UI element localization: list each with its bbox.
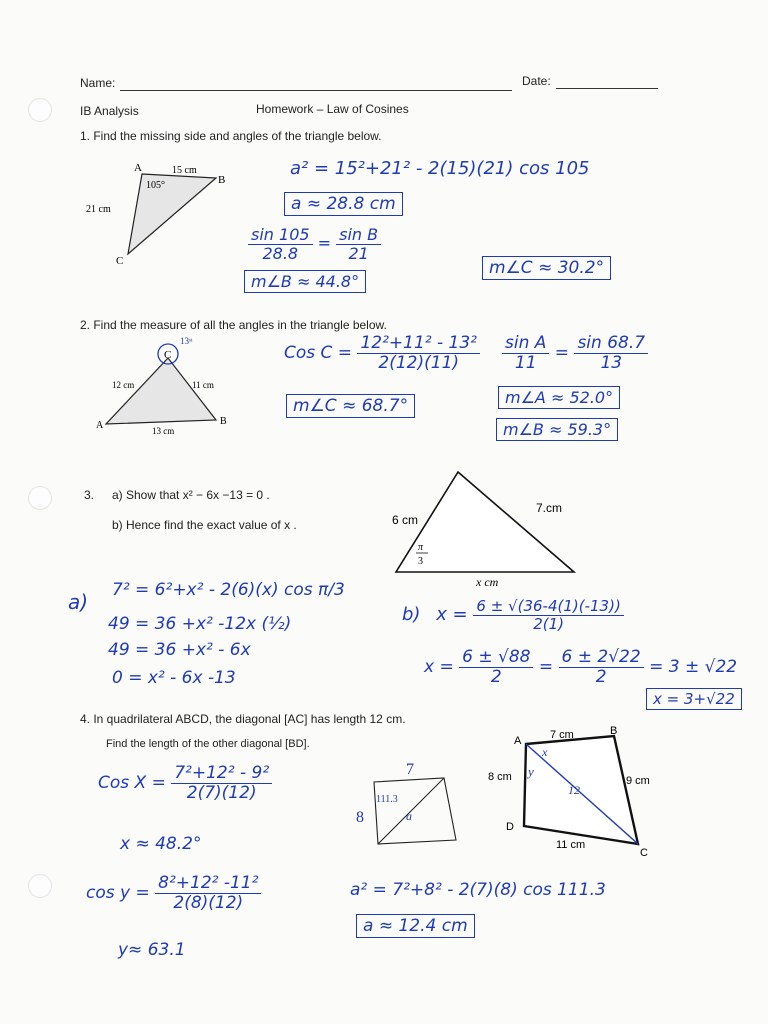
q2-cos-den: 2(12)(11) — [378, 352, 460, 373]
q3-simplify-den1: 2 — [490, 666, 502, 687]
q4-sketch-triangle — [352, 760, 472, 856]
name-label: Name: — [80, 76, 116, 90]
q4-cosy-num: 8²+12² -11² — [155, 874, 261, 894]
q3-quadratic-formula — [402, 598, 624, 632]
q3-simplify-lhs: x = — [424, 657, 454, 678]
q1-triangle-figure — [82, 158, 242, 268]
q4-sketch-diag: a — [406, 809, 412, 823]
q3-triangle-figure — [388, 466, 588, 590]
q4-quadrilateral-figure — [480, 722, 670, 862]
q3-work-a-line4: 0 = x² - 6x -13 — [112, 668, 236, 688]
q2-label-b: B — [220, 416, 227, 427]
date-label: Date: — [522, 74, 551, 88]
q4-cosy-den: 2(8)(12) — [173, 892, 244, 913]
q3-number: 3. — [84, 488, 95, 502]
q4-label-d: D — [506, 821, 514, 833]
q4-label-a: A — [514, 735, 522, 747]
name-line — [120, 90, 512, 91]
q4-a-line: a² = 7²+8² - 2(7)(8) cos 111.3 — [350, 880, 606, 900]
q3-work-a-line2: 49 = 36 +x² -12x (½) — [108, 614, 292, 634]
binder-hole-top — [28, 98, 52, 122]
q2-note: 13ˢᵗ — [180, 336, 193, 346]
q1-ratio-num1: sin 105 — [248, 226, 313, 245]
q1-sine-ratio: $\frac{\sin 105}{28.8}$ = $\frac{\text{sin B}}{21}$ — [248, 226, 381, 262]
q1-triangle — [128, 174, 216, 254]
q1-label-b: B — [218, 174, 226, 186]
q4-y-answer: y≈ 63.1 — [118, 940, 186, 960]
q4-cos-x — [98, 764, 272, 802]
q4-prompt: 4. In quadrilateral ABCD, the diagonal [AC] has length 12 cm. — [80, 712, 406, 726]
q1-label-a: A — [134, 162, 142, 174]
q2-side-ab: 13 cm — [152, 426, 175, 436]
q4-cosx-lhs: Cos X = — [98, 773, 166, 794]
q2-prompt: 2. Find the measure of all the angles in the triangle below. — [80, 318, 387, 332]
date-line — [556, 88, 658, 89]
q1-answer-side-a: a ≈ 28.8 cm — [284, 192, 403, 216]
q2-triangle-figure — [92, 334, 242, 438]
q3-side-bottom: x cm — [476, 575, 499, 589]
q2-answer-angle-a: m∠A ≈ 52.0° — [498, 386, 620, 409]
binder-hole-middle — [28, 486, 52, 510]
q2-cos-formula — [284, 334, 480, 372]
q1-side-ab: 15 cm — [172, 165, 197, 176]
binder-hole-bottom — [28, 874, 52, 898]
q2-sin-den1: 11 — [514, 352, 537, 373]
q3-work-a-line1: 7² = 6²+x² - 2(6)(x) cos π/3 — [112, 580, 345, 600]
q4-cosx-den: 2(7)(12) — [186, 782, 257, 803]
q3-simplify-den2: 2 — [595, 666, 607, 687]
q3-side-right: 7.cm — [536, 501, 563, 515]
q1-ratio-num2: sin B — [336, 226, 381, 245]
q4-sketch-left: 8 — [356, 809, 364, 826]
q2-side-ca: 12 cm — [112, 380, 135, 390]
q4-cosy-lhs: cos y = — [86, 883, 150, 904]
q1-angle-a: 105° — [146, 180, 165, 191]
q4-sketch-top: 7 — [406, 761, 414, 778]
q1-prompt: 1. Find the missing side and angles of the triangle below. — [80, 129, 382, 143]
q3-simplify-line: x = $\frac{6 \pm √88}{2}$ = $\frac{6 \pm 2√22}{2}$ = 3 ± √22 — [424, 647, 738, 687]
q3-simplify-num1: 6 ± √88 — [459, 648, 533, 668]
q2-triangle — [106, 358, 216, 424]
q3-simplify-tail: = 3 ± √22 — [649, 657, 738, 678]
q4-subprompt: Find the length of the other diagonal [BD]. — [106, 738, 310, 750]
q1-work-line1: a² = 15²+21² - 2(15)(21) cos 105 — [290, 158, 590, 179]
q1-ratio-den1: 28.8 — [262, 243, 299, 263]
q2-answer-angle-b: m∠B ≈ 59.3° — [496, 418, 618, 441]
q2-sin-num1: sin A — [502, 334, 549, 354]
q4-label-c: C — [640, 847, 648, 859]
q3-formula-num: 6 ± √(36-4(1)(-13)) — [473, 598, 623, 616]
q2-side-cb: 11 cm — [192, 380, 214, 390]
q2-cos-num: 12²+11² - 13² — [357, 334, 480, 354]
q2-label-c: C — [164, 349, 172, 361]
q3-part-a: a) Show that x² − 6x −13 = 0 . — [112, 488, 270, 502]
q4-sketch-shape — [374, 778, 456, 844]
q3-work-a-label: a) — [68, 590, 89, 614]
page-title: Homework – Law of Cosines — [256, 102, 409, 116]
course-label: IB Analysis — [80, 104, 139, 118]
q4-a-answer: a ≈ 12.4 cm — [356, 914, 475, 938]
q1-answer-angle-c: m∠C ≈ 30.2° — [482, 256, 611, 280]
q2-sin-num2: sin 68.7 — [574, 334, 648, 354]
q4-cosx-num: 7²+12² - 9² — [171, 764, 272, 784]
q4-x-answer: x ≈ 48.2° — [120, 834, 202, 854]
q3-angle-den: 3 — [418, 556, 423, 567]
q4-side-bc: 9 cm — [626, 775, 650, 787]
q4-label-b: B — [610, 725, 618, 737]
q4-side-ad: 8 cm — [488, 771, 512, 783]
q4-cos-y — [86, 874, 261, 912]
q4-side-ab: 7 cm — [550, 729, 574, 741]
q4-diagonal-label: 12 — [568, 783, 580, 797]
q2-cos-lhs: Cos C = — [284, 343, 353, 364]
q2-sine-ratio: $\frac{\text{sin A}}{11}$ = $\frac{\sin 68.7}{13}$ — [502, 334, 648, 372]
q3-final-answer: x = 3+√22 — [646, 688, 742, 710]
q4-side-dc: 11 cm — [556, 839, 586, 851]
q4-angle-y: y — [528, 764, 534, 779]
q1-label-c: C — [116, 255, 124, 267]
q3-side-left: 6 cm — [392, 513, 419, 527]
q2-sin-den2: 13 — [600, 352, 623, 373]
q1-answer-angle-b: m∠B ≈ 44.8° — [244, 270, 366, 293]
q2-answer-angle-c: m∠C ≈ 68.7° — [286, 394, 415, 418]
q3-angle-num: π — [418, 542, 424, 553]
q4-sketch-angle: 111.3 — [376, 794, 398, 805]
q3-work-b-label: b) — [402, 604, 421, 625]
q2-label-a: A — [96, 420, 104, 431]
q3-formula-den: 2(1) — [533, 614, 564, 633]
q3-work-b-lhs: x = — [436, 604, 468, 625]
q1-ratio-den2: 21 — [348, 243, 369, 263]
q1-side-ac: 21 cm — [86, 204, 111, 215]
q3-simplify-num2: 6 ± 2√22 — [559, 648, 644, 668]
q3-part-b: b) Hence find the exact value of x . — [112, 518, 297, 532]
q4-angle-x: x — [542, 745, 548, 759]
q3-work-a-line3: 49 = 36 +x² - 6x — [108, 640, 251, 660]
